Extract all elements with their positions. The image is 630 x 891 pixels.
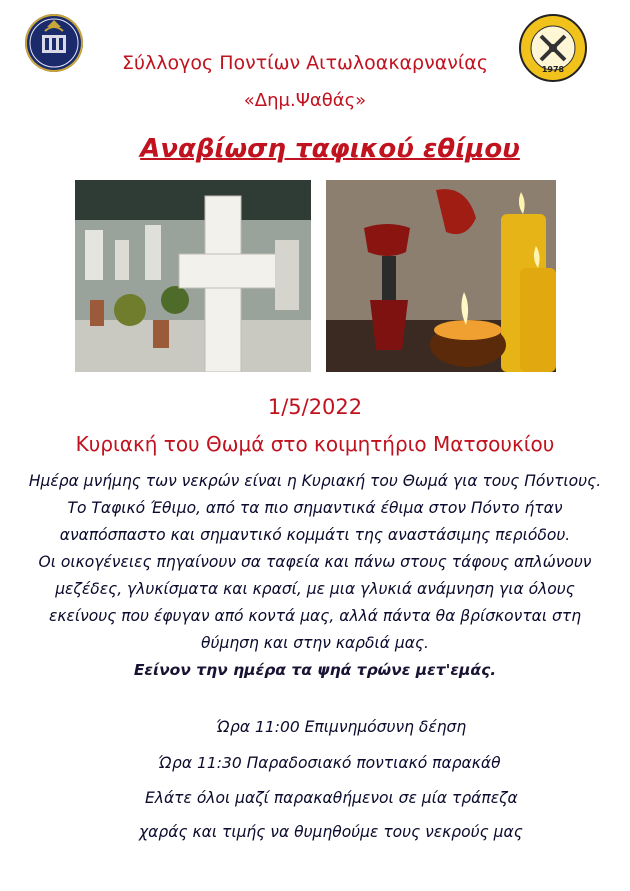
event-subtitle: Κυριακή του Θωμά στο κοιμητήριο Ματσουκίου: [75, 432, 555, 456]
candles-censer-photo: [326, 180, 556, 372]
schedule-line-1: Ώρα 11:00 Επιμνημόσυνη δέηση: [216, 718, 467, 736]
description-block: [10, 468, 620, 684]
description-line: Ημέρα μνήμης των νεκρών είναι η Κυριακή του Θωμά για τους Πόντιους.: [28, 472, 602, 490]
page-title: Αναβίωση ταφικού εθίμου: [140, 134, 520, 164]
event-date: 1/5/2022: [267, 395, 363, 419]
association-name: Σύλλογος Ποντίων Αιτωλοακαρνανίας: [122, 52, 488, 74]
association-logo-left: [25, 14, 83, 72]
description-line: θύμηση και στην καρδιά μας.: [201, 634, 429, 652]
cemetery-cross-photo: [75, 180, 311, 372]
description-line: Το Ταφικό Έθιμο, από τα πιο σημαντικά έθιμα στον Πόντο ήταν: [67, 499, 563, 517]
association-logo-right: [519, 14, 587, 82]
logo-year: 1978: [541, 65, 565, 74]
schedule-line-3: Ελάτε όλοι μαζί παρακαθήμενοι σε μία τράπεζα: [145, 789, 518, 807]
description-line: μεζέδες, γλυκίσματα και κρασί, με μια γλυκιά ανάμνηση για όλους: [55, 580, 575, 598]
description-line: Οι οικογένειες πηγαίνουν σα ταφεία και πάνω στους τάφους απλώνουν: [38, 553, 592, 571]
highlight-line: Εείνον την ημέρα τα ψηά τρώνε μετ'εμάς.: [133, 661, 497, 679]
schedule-line-4: χαράς και τιμής να θυμηθούμε τους νεκρούς μας: [139, 823, 523, 841]
association-subtitle: «Δημ.Ψαθάς»: [243, 90, 367, 111]
description-line: αναπόσπαστο και σημαντικό κομμάτι της αναστάσιμης περιόδου.: [59, 526, 571, 544]
schedule-line-2: Ώρα 11:30 Παραδοσιακό ποντιακό παρακάθ: [158, 754, 501, 772]
description-line: εκείνους που έφυγαν από κοντά μας, αλλά πάντα θα βρίσκονται στη: [48, 607, 582, 625]
